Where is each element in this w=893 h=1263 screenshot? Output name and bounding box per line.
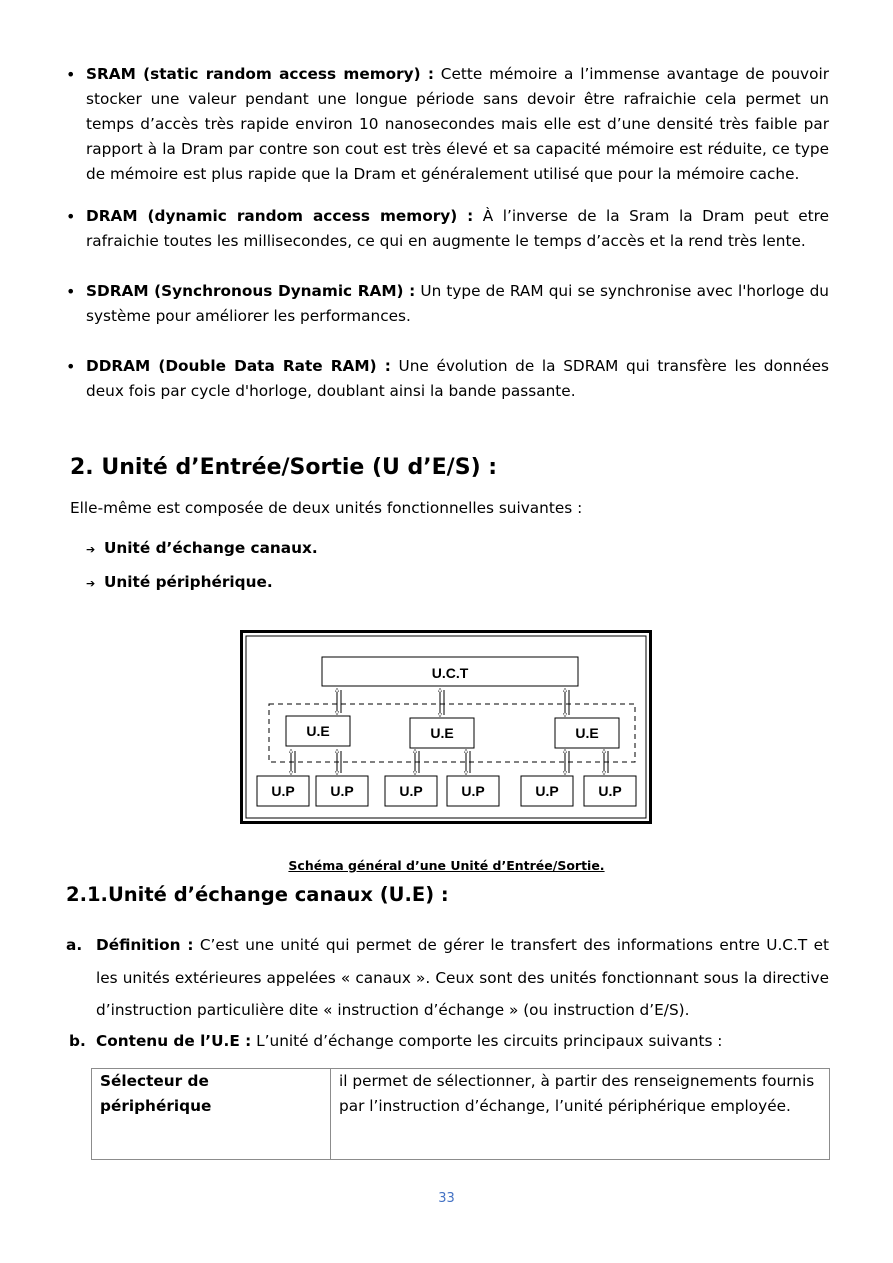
up-box: [316, 776, 368, 806]
circuit-name: Sélecteur de périphérique: [92, 1069, 331, 1160]
subsection-title: 2.1.Unité d’échange canaux (U.E) :: [66, 883, 449, 906]
definition-term: Contenu de l’U.E :: [96, 1031, 252, 1050]
unit-item: [86, 566, 318, 600]
bullet-text: À l’inverse de la Sram la Dram peut etre rafraichie toutes les millisecondes, ce qui en augmente le temps d’accès et la rend très lente.: [86, 207, 829, 250]
ue-label: U.E: [430, 725, 454, 741]
bullet-text: Cette mémoire a l’immense avantage de pouvoir stocker une valeur pendant une longue période sans devoir être rafraichie cela permet un temps d’accès très rapide environ 10 nanosecondes mais elle est d’une densité très faible par rapport à la Dram par contre son cout est très élevé et sa capacité mémoire est réduite, ce type de mémoire est plus rapide que la Dram et généralement utilisé que pour la mémoire cache.: [86, 65, 830, 183]
definition-marker: b.: [69, 1031, 86, 1050]
ue-box: [555, 718, 619, 748]
up-box: [257, 776, 309, 806]
up-box: [521, 776, 573, 806]
bullet-text: Un type de RAM qui se synchronise avec l'horloge du système pour améliorer les performances.: [86, 282, 829, 325]
ue-box: [410, 718, 474, 748]
up-label: U.P: [399, 783, 423, 799]
up-box: [584, 776, 636, 806]
uct-box: [322, 657, 578, 686]
up-label: U.P: [598, 783, 622, 799]
circuit-description: il permet de sélectionner, à partir des renseignements fournis par l’instruction d’échange, l’unité périphérique employée.: [331, 1069, 830, 1160]
ue-box: [286, 716, 350, 746]
unit-item: [86, 532, 318, 566]
up-label: U.P: [330, 783, 354, 799]
unit-label: Unité d’échange canaux.: [104, 539, 318, 557]
bullet-sram: [66, 62, 829, 187]
up-label: U.P: [535, 783, 559, 799]
unit-label: Unité périphérique.: [104, 573, 273, 591]
page-number: 33: [438, 1191, 455, 1206]
up-label: U.P: [461, 783, 485, 799]
units-list: [86, 532, 318, 600]
definition-marker: a.: [66, 936, 83, 954]
content-item: [66, 1029, 829, 1054]
up-box: [385, 776, 437, 806]
arrow-down-icon: ➔: [86, 543, 96, 556]
bullet-term: SRAM (static random access memory) :: [86, 65, 435, 83]
definitions-list: [66, 929, 829, 1054]
io-unit-diagram: [240, 630, 652, 824]
bullet-term: SDRAM (Synchronous Dynamic RAM) :: [86, 282, 416, 300]
diagram-caption: Schéma général d’une Unité d’Entrée/Sortie.: [288, 858, 605, 873]
definition-text: C’est une unité qui permet de gérer le transfert des informations entre U.C.T et les unités extérieures appelées « canaux ». Ceux sont des unités fonctionnant sous la directive d’instruction particulière dite « instruction d’échange » (ou instruction d’E/S).: [96, 936, 829, 1019]
up-box: [447, 776, 499, 806]
definition-text: L’unité d’échange comporte les circuits principaux suivants :: [251, 1031, 723, 1050]
memory-types-list: [66, 62, 829, 404]
bullet-sdram: [66, 279, 829, 329]
bullet-term: DRAM (dynamic random access memory) :: [86, 207, 474, 225]
bullet-term: DDRAM (Double Data Rate RAM) :: [86, 357, 391, 375]
table-row: [92, 1069, 830, 1160]
up-label: U.P: [271, 783, 295, 799]
uct-label: U.C.T: [431, 665, 469, 681]
bullet-text: Une évolution de la SDRAM qui transfère les données deux fois par cycle d'horloge, doublant ainsi la bande passante.: [86, 357, 829, 400]
section-title: 2. Unité d’Entrée/Sortie (U d’E/S) :: [70, 455, 498, 480]
definition-item: [66, 929, 829, 1027]
section-intro: Elle-même est composée de deux unités fonctionnelles suivantes :: [70, 499, 583, 517]
definition-term: Définition :: [96, 936, 194, 954]
circuits-table: [91, 1068, 830, 1160]
bullet-ddram: [66, 354, 829, 404]
ue-label: U.E: [575, 725, 599, 741]
arrow-down-icon: ➔: [86, 577, 96, 590]
ue-label: U.E: [306, 723, 330, 739]
bullet-dram: [66, 204, 829, 254]
